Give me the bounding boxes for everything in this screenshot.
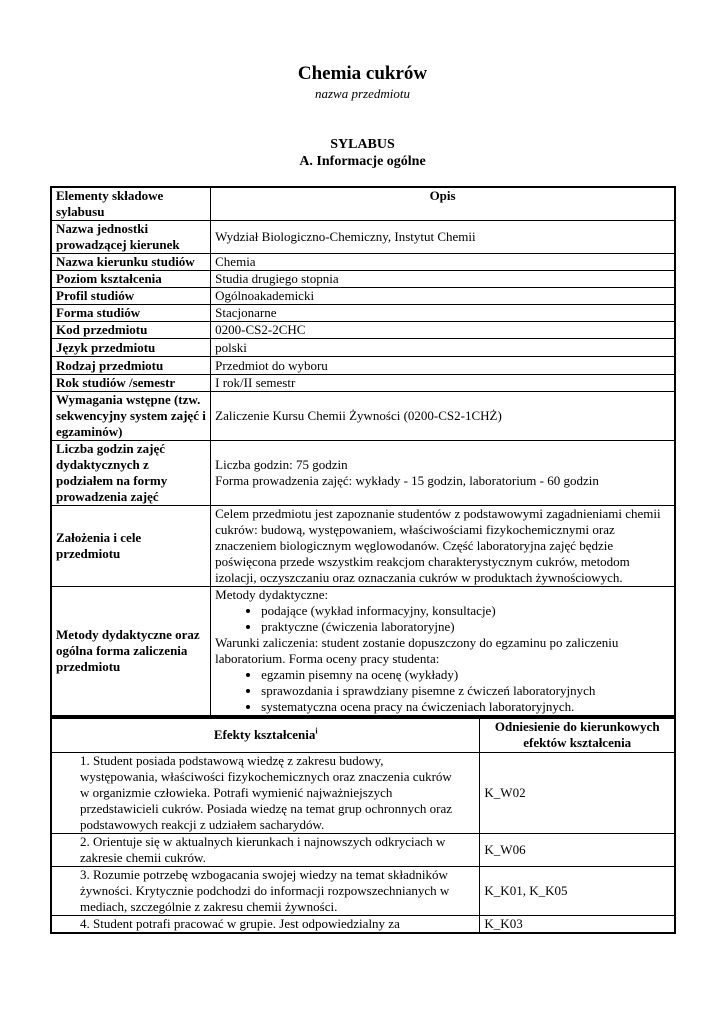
row-value: Przedmiot do wyboru <box>211 357 675 375</box>
general-info-table <box>50 186 676 717</box>
table-row <box>51 915 675 933</box>
column-header-elements: Elementy składowe sylabusu <box>51 187 211 221</box>
credit-text: Warunki zaliczenia: student zostanie dopuszczony do egzaminu po zaliczeniu laboratorium. Forma oceny pracy studenta: <box>215 635 619 666</box>
row-value: Stacjonarne <box>211 305 675 322</box>
credit-list <box>215 667 670 715</box>
effect-ref: K_W02 <box>480 752 675 833</box>
effects-header-label: Efekty kształcenia <box>213 727 316 743</box>
table-row <box>51 375 675 392</box>
row-key: Profil studiów <box>51 288 211 305</box>
column-header-effects <box>51 718 480 752</box>
methods-list <box>215 603 670 635</box>
table-row <box>51 392 675 441</box>
table-row <box>51 288 675 305</box>
effect-number: 1. <box>80 752 90 768</box>
row-value: polski <box>211 339 675 357</box>
methods-value <box>211 587 675 717</box>
row-key: Forma studiów <box>51 305 211 322</box>
row-key: Język przedmiotu <box>51 339 211 357</box>
list-item: • podające (wykład informacyjny, konsultacje) <box>261 603 670 619</box>
table-row <box>51 752 675 833</box>
table-row <box>51 866 675 915</box>
row-value: Studia drugiego stopnia <box>211 271 675 288</box>
column-header-opis: Opis <box>211 187 675 221</box>
hours-forms: Forma prowadzenia zajęć: wykłady - 15 godzin, laboratorium - 60 godzin <box>215 473 599 488</box>
row-value: I rok/II semestr <box>211 375 675 392</box>
table-row-hours <box>51 441 675 506</box>
goals-value: Celem przedmiotu jest zapoznanie studentów z podstawowymi zagadnieniami chemii cukrów: budową, występowaniem, właściwościami fizykochemicznymi oraz znaczeniem biologicznym węglowodanów. Część laboratoryjna zajęć będzie poświęcona przede wszystkim reakcjom charakterystycznym cukrów, metodom izolacji, oczyszczaniu oraz oznaczania cukrów w produktach żywnościowych. <box>211 506 675 587</box>
table-row <box>51 221 675 254</box>
table-header-row <box>51 187 675 221</box>
section-heading: A. Informacje ogólne <box>299 154 426 169</box>
column-header-reference: Odniesienie do kierunkowych efektów kształcenia <box>480 718 675 752</box>
course-title: Chemia cukrów <box>297 63 428 84</box>
row-value: 0200-CS2-2CHC <box>211 322 675 339</box>
table-row <box>51 254 675 271</box>
row-key: Wymagania wstępne (tzw. sekwencyjny system zajęć i egzaminów) <box>51 392 211 441</box>
row-key: Metody dydaktyczne oraz ogólna forma zaliczenia przedmiotu <box>51 587 211 717</box>
row-key: Rok studiów /semestr <box>51 375 211 392</box>
effect-text: Rozumie potrzebę wzbogacania swojej wiedzy na temat składników żywności. Krytycznie podchodzi do informacji rozpowszechnianych w mediach, szczególnie z zakresu chemii żywności. <box>80 866 450 914</box>
row-value: Ogólnoakademicki <box>211 288 675 305</box>
effect-text: Orientuje się w aktualnych kierunkach i najnowszych odkryciach w zakresie chemii cukrów. <box>80 833 446 865</box>
footnote-marker: i <box>315 726 318 736</box>
row-key: Założenia i cele przedmiotu <box>51 506 211 587</box>
syllabus-heading: SYLABUS <box>330 137 395 152</box>
effect-ref: K_K01, K_K05 <box>480 866 675 915</box>
effect-cell <box>51 752 480 833</box>
learning-outcomes-table <box>50 717 676 934</box>
table-row-methods <box>51 587 675 717</box>
effect-ref: K_K03 <box>480 915 675 933</box>
effect-number: 2. <box>80 833 90 849</box>
effect-text: Student potrafi pracować w grupie. Jest odpowiedzialny za <box>93 915 400 931</box>
row-key: Kod przedmiotu <box>51 322 211 339</box>
table-row <box>51 833 675 866</box>
row-key: Nazwa kierunku studiów <box>51 254 211 271</box>
table-header-row <box>51 718 675 752</box>
row-value: Zaliczenie Kursu Chemii Żywności (0200-CS2-1CHŻ) <box>211 392 675 441</box>
row-value: Chemia <box>211 254 675 271</box>
effect-number: 3. <box>80 866 90 882</box>
list-item: • praktyczne (ćwiczenia laboratoryjne) <box>261 619 670 635</box>
hours-value <box>211 441 675 506</box>
row-key: Poziom kształcenia <box>51 271 211 288</box>
hours-total: Liczba godzin: 75 godzin <box>215 457 348 472</box>
effect-text: Student posiada podstawową wiedzę z zakresu budowy, występowania, właściwości fizykochemicznych oraz znaczenia cukrów w organizmie człowieka. Potrafi wymienić najważniejszych przedstawicieli cukrów. Posiada wiedzę na temat grup ochronnych oraz podstawowych reakcji z udziałem sacharydów. <box>80 752 453 832</box>
effect-cell <box>51 866 480 915</box>
list-item: • egzamin pisemny na ocenę (wykłady) <box>261 667 670 683</box>
row-key: Rodzaj przedmiotu <box>51 357 211 375</box>
table-row <box>51 322 675 339</box>
row-key: Liczba godzin zajęć dydaktycznych z podziałem na formy prowadzenia zajęć <box>51 441 211 506</box>
effect-number: 4. <box>80 915 90 931</box>
table-row <box>51 305 675 322</box>
table-row <box>51 339 675 357</box>
list-item: • systematyczna ocena pracy na ćwiczeniach laboratoryjnych. <box>261 699 670 715</box>
table-row <box>51 357 675 375</box>
list-item: • sprawozdania i sprawdziany pisemne z ćwiczeń laboratoryjnych <box>261 683 670 699</box>
effect-cell <box>51 833 480 866</box>
effect-cell <box>51 915 480 933</box>
row-value: Wydział Biologiczno-Chemiczny, Instytut Chemii <box>211 221 675 254</box>
table-row <box>51 271 675 288</box>
row-key: Nazwa jednostki prowadzącej kierunek <box>51 221 211 254</box>
methods-title: Metody dydaktyczne: <box>215 587 329 602</box>
effect-ref: K_W06 <box>480 833 675 866</box>
table-row-goals <box>51 506 675 587</box>
course-subtitle: nazwa przedmiotu <box>315 86 410 101</box>
